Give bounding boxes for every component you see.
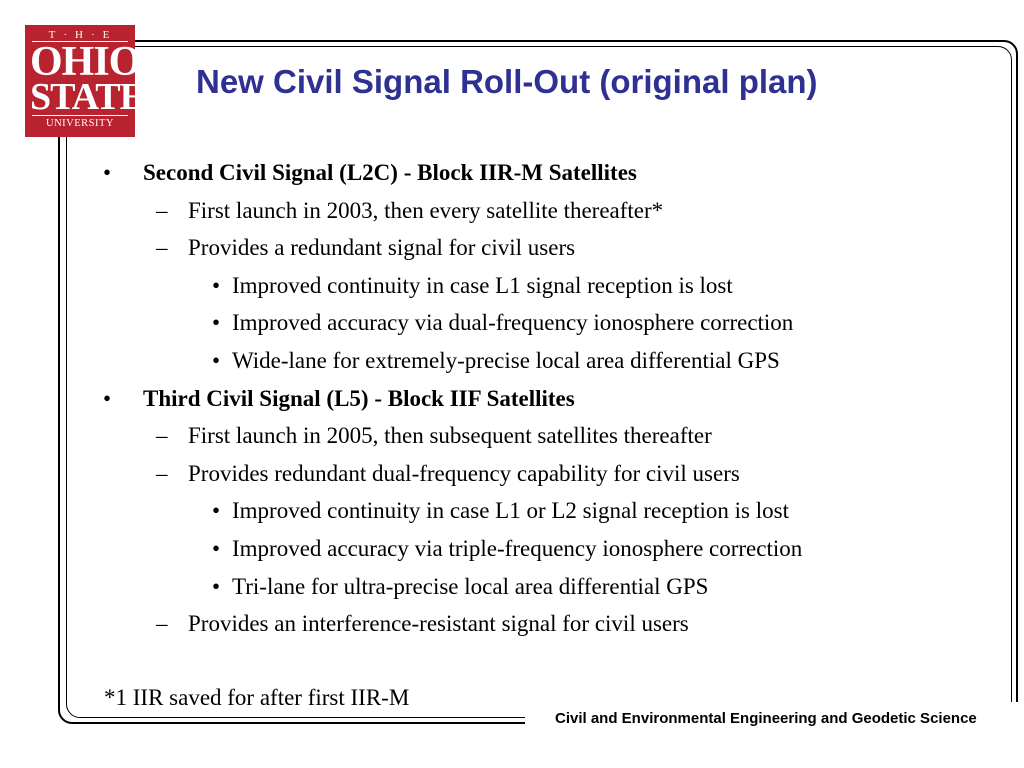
dash-marker: – bbox=[156, 423, 168, 449]
outline-item-level-2 bbox=[0, 229, 1024, 267]
bullet-marker: • bbox=[212, 573, 221, 599]
outline-item-level-3 bbox=[0, 530, 1024, 568]
outline-item-level-3 bbox=[0, 304, 1024, 342]
dash-marker: – bbox=[156, 460, 168, 486]
outline-item-level-2 bbox=[0, 417, 1024, 455]
outline-item-text: Provides redundant dual-frequency capability for civil users bbox=[188, 460, 740, 486]
outline-item-level-2 bbox=[0, 605, 1024, 643]
outline-item-text: Second Civil Signal (L2C) - Block IIR-M Satellites bbox=[143, 160, 637, 185]
outline-item-text: Wide-lane for extremely-precise local area differential GPS bbox=[232, 348, 780, 373]
logo-university-text: UNIVERSITY bbox=[32, 115, 128, 130]
bullet-marker: • bbox=[103, 385, 112, 411]
outline-item-level-3 bbox=[0, 342, 1024, 380]
dash-marker: – bbox=[156, 235, 168, 261]
outline-item-text: Improved accuracy via dual-frequency ionosphere correction bbox=[232, 310, 794, 336]
outline-item-level-3 bbox=[0, 568, 1024, 606]
footer-department: Civil and Environmental Engineering and Geodetic Science bbox=[555, 710, 977, 727]
outline-item-text: Improved continuity in case L1 or L2 signal reception is lost bbox=[232, 498, 789, 524]
outline-item-text: Third Civil Signal (L5) - Block IIF Satellites bbox=[143, 385, 575, 411]
bullet-marker: • bbox=[103, 160, 112, 185]
logo-the-text: T·H·E bbox=[32, 29, 128, 42]
outline-item-level-3 bbox=[0, 267, 1024, 305]
outline-item-text: Improved accuracy via triple-frequency ionosphere correction bbox=[232, 536, 803, 561]
outline-item-text: Provides a redundant signal for civil users bbox=[188, 235, 576, 261]
outline-item-level-2 bbox=[0, 455, 1024, 493]
ohio-state-logo bbox=[25, 25, 144, 137]
dash-marker: – bbox=[156, 611, 168, 637]
bullet-marker: • bbox=[212, 310, 221, 336]
bullet-marker: • bbox=[212, 498, 221, 524]
outline-item-level-1 bbox=[0, 154, 1024, 192]
dash-marker: – bbox=[156, 197, 168, 223]
slide-title: New Civil Signal Roll-Out (original plan) bbox=[196, 63, 818, 100]
outline-item-text: First launch in 2003, then every satellite thereafter* bbox=[188, 197, 664, 223]
outline-item-text: Provides an interference-resistant signal for civil users bbox=[188, 611, 689, 637]
logo-ohio-text: OHIO bbox=[30, 39, 141, 85]
outline-item-level-2 bbox=[0, 192, 1024, 230]
bullet-marker: • bbox=[212, 272, 221, 298]
outline-item-level-3 bbox=[0, 492, 1024, 530]
outline-item-text: Tri-lane for ultra-precise local area differential GPS bbox=[232, 573, 709, 599]
outline-item-text: Improved continuity in case L1 signal reception is lost bbox=[232, 272, 733, 298]
bullet-marker: • bbox=[212, 348, 221, 373]
outline-item-level-1 bbox=[0, 380, 1024, 418]
logo-state-text: STATE bbox=[30, 76, 144, 118]
outline-item-text: First launch in 2005, then subsequent satellites thereafter bbox=[188, 423, 712, 449]
bullet-marker: • bbox=[212, 536, 221, 561]
footnote: *1 IIR saved for after first IIR-M bbox=[104, 685, 410, 710]
